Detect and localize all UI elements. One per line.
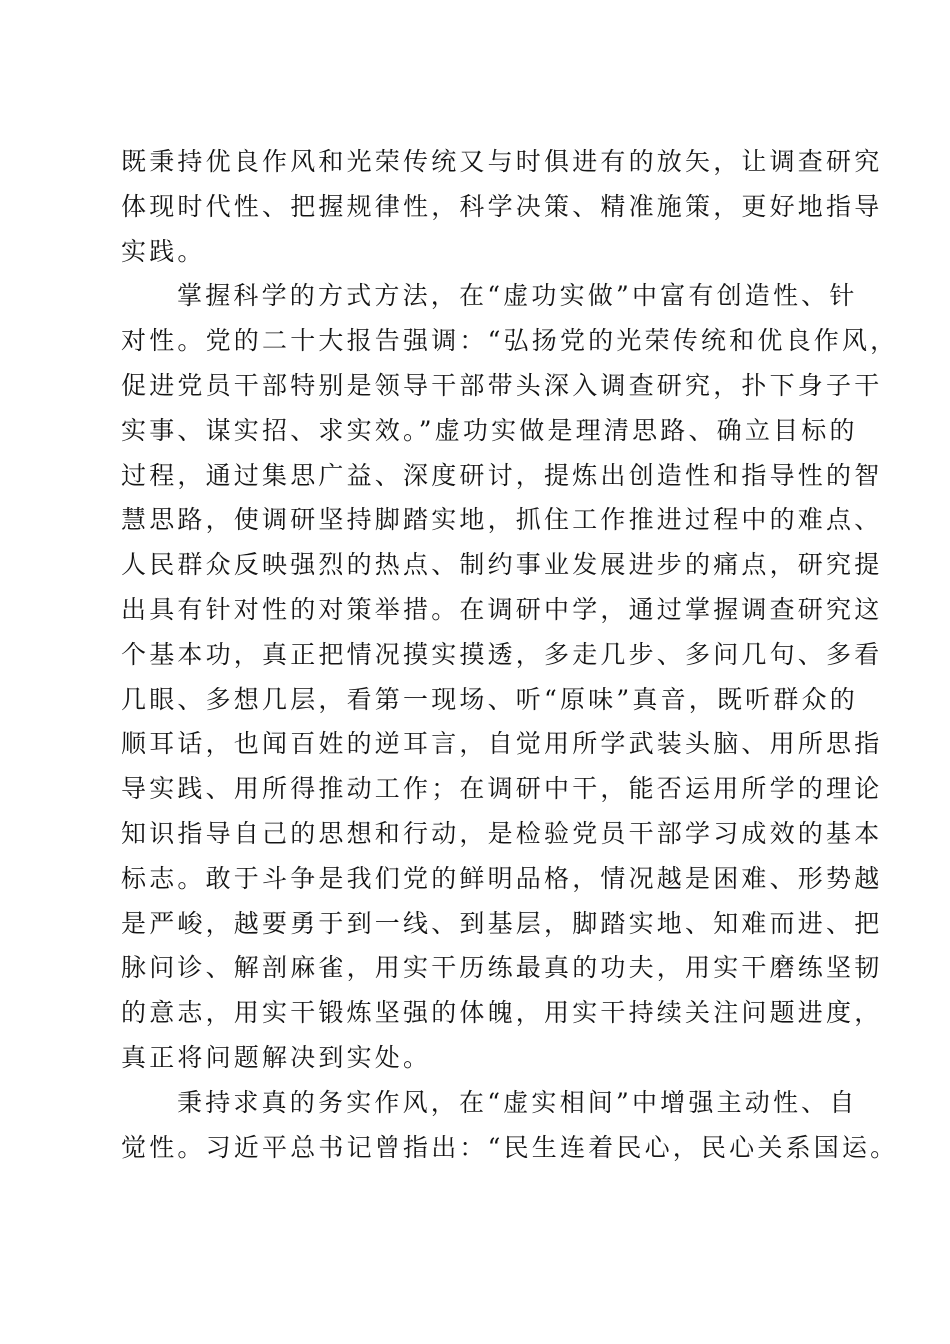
text-line: 的意志，用实干锻炼坚强的体魄，用实干持续关注问题进度，	[121, 998, 883, 1028]
text-line: 顺耳话，也闻百姓的逆耳言，自觉用所学武装头脑、用所思指	[121, 729, 883, 759]
text-line: 觉性。习近平总书记曾指出：“民生连着民心，民心关系国运。	[121, 1132, 899, 1162]
text-line: 脉问诊、解剖麻雀，用实干历练最真的功夫，用实干磨练坚韧	[121, 953, 883, 983]
text-line: 知识指导自己的思想和行动，是检验党员干部学习成效的基本	[121, 818, 883, 848]
text-line: 人民群众反映强烈的热点、制约事业发展进步的痛点，研究提	[121, 550, 883, 580]
text-line: 既秉持优良作风和光荣传统又与时俱进有的放矢，让调查研究	[121, 147, 883, 176]
text-line: 是严峻，越要勇于到一线、到基层，脚踏实地、知难而进、把	[121, 908, 883, 938]
text-line: 出具有针对性的对策举措。在调研中学，通过掌握调查研究这	[121, 594, 883, 624]
text-line: 秉持求真的务实作风，在“虚实相间”中增强主动性、自	[177, 1087, 858, 1117]
text-line: 慧思路，使调研坚持脚踏实地，抓住工作推进过程中的难点、	[121, 505, 883, 535]
text-line: 个基本功，真正把情况摸实摸透，多走几步、多问几句、多看	[121, 639, 883, 669]
paragraph-1	[121, 140, 883, 274]
text-line: 实事、谋实招、求实效。”虚功实做是理清思路、确立目标的	[121, 415, 858, 445]
text-line: 实践。	[121, 236, 206, 266]
text-line: 真正将问题解决到实处。	[121, 1042, 432, 1072]
text-line: 促进党员干部特别是领导干部带头深入调查研究，扑下身子干	[121, 370, 883, 400]
text-line: 体现时代性、把握规律性，科学决策、精准施策，更好地指导	[121, 191, 883, 221]
text-line: 几眼、多想几层，看第一现场、听“原味”真音，既听群众的	[121, 684, 858, 714]
text-line: 掌握科学的方式方法，在“虚功实做”中富有创造性、针	[177, 281, 858, 311]
text-line: 对性。党的二十大报告强调：“弘扬党的光荣传统和优良作风，	[121, 326, 899, 356]
paragraph-2	[121, 274, 899, 1080]
text-line: 标志。敢于斗争是我们党的鲜明品格，情况越是困难、形势越	[121, 863, 883, 893]
text-line: 过程，通过集思广益、深度研讨，提炼出创造性和指导性的智	[121, 460, 883, 490]
text-line: 导实践、用所得推动工作；在调研中干，能否运用所学的理论	[121, 774, 883, 804]
document-body	[121, 140, 899, 1170]
paragraph-3	[121, 1081, 899, 1171]
